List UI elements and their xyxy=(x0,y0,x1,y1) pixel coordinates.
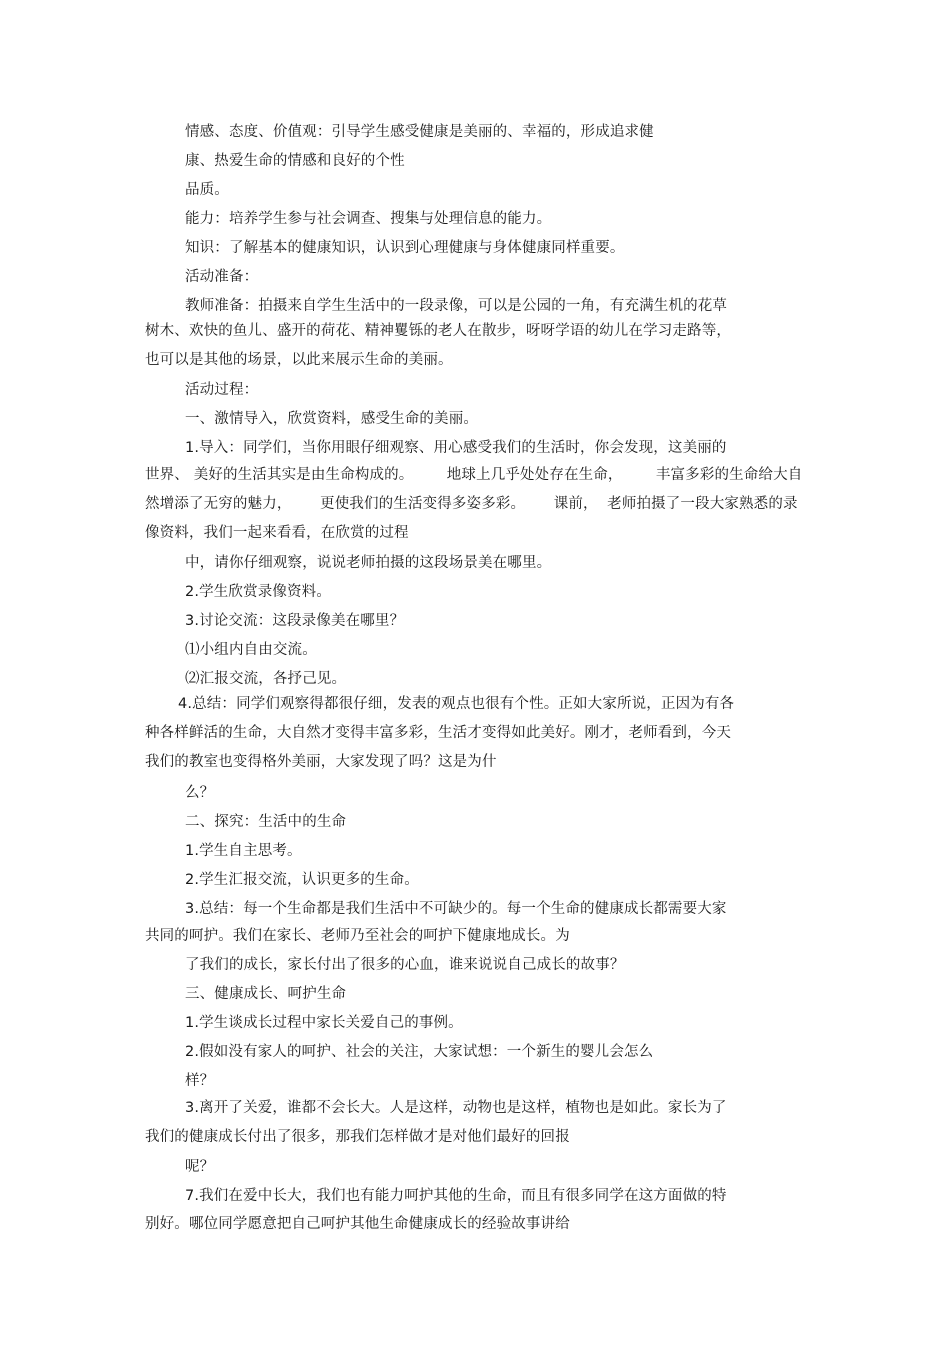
text-line: 我们的教室也变得格外美丽，大家发现了吗？这是为什 xyxy=(145,754,497,770)
text-line: 像资料，我们一起来看看，在欣赏的过程 xyxy=(145,525,409,541)
text-line: 2.学生汇报交流，认识更多的生命。 xyxy=(185,872,419,888)
text-line: ⑴小组内自由交流。 xyxy=(185,642,317,658)
text-line: 共同的呵护。我们在家长、老师乃至社会的呵护下健康地成长。为 xyxy=(145,928,570,944)
text-line: 康、热爱生命的情感和良好的个性 xyxy=(185,153,405,169)
text-line: 三、健康成长、呵护生命 xyxy=(185,986,347,1002)
text-line: 中，请你仔细观察，说说老师拍摄的这段场景美在哪里。 xyxy=(185,555,552,571)
text-line: 品质。 xyxy=(185,182,229,198)
text-line: 能力：培养学生参与社会调查、搜集与处理信息的能力。 xyxy=(185,211,552,227)
text-line: 3.讨论交流：这段录像美在哪里？ xyxy=(185,613,405,629)
text-line: 4.总结：同学们观察得都很仔细，发表的观点也很有个性。正如大家所说，正因为有各 xyxy=(178,696,735,712)
text-line: 呢？ xyxy=(185,1159,215,1175)
text-line: 知识：了解基本的健康知识，认识到心理健康与身体健康同样重要。 xyxy=(185,240,625,256)
text-line: 活动准备： xyxy=(185,269,259,285)
text-line: 1.导入：同学们，当你用眼仔细观察、用心感受我们的生活时，你会发现，这美丽的 xyxy=(185,440,727,456)
text-line: 树木、欢快的鱼儿、盛开的荷花、精神矍铄的老人在散步，呀呀学语的幼儿在学习走路等， xyxy=(145,323,731,339)
text-line: 了我们的成长，家长付出了很多的心血，谁来说说自己成长的故事？ xyxy=(185,957,625,973)
text-line: ⑵汇报交流，各抒己见。 xyxy=(185,671,347,687)
text-line: 情感、态度、价值观：引导学生感受健康是美丽的、幸福的，形成追求健 xyxy=(185,124,654,140)
text-line: 3.总结：每一个生命都是我们生活中不可缺少的。每一个生命的健康成长都需要大家 xyxy=(185,901,727,917)
text-line: 2.学生欣赏录像资料。 xyxy=(185,584,331,600)
text-line: 2.假如没有家人的呵护、社会的关注，大家试想：一个新生的婴儿会怎么 xyxy=(185,1044,654,1060)
text-line: 种各样鲜活的生命，大自然才变得丰富多彩，生活才变得如此美好。刚才，老师看到，今天 xyxy=(145,725,731,741)
text-line: 然增添了无穷的魅力， 更使我们的生活变得多姿多彩。 课前， 老师拍摄了一段大家熟悉的录 xyxy=(145,496,798,512)
text-line: 1.学生谈成长过程中家长关爱自己的事例。 xyxy=(185,1015,463,1031)
text-line: 别好。哪位同学愿意把自己呵护其他生命健康成长的经验故事讲给 xyxy=(145,1216,570,1232)
text-line: 活动过程： xyxy=(185,382,259,398)
text-line: 世界、 美好的生活其实是由生命构成的。 地球上几乎处处存在生命， 丰富多彩的生命给大自 xyxy=(145,467,803,483)
text-line: 一、激情导入，欣赏资料，感受生命的美丽。 xyxy=(185,411,478,427)
text-line: 二、探究：生活中的生命 xyxy=(185,814,347,830)
text-line: 3.离开了关爱，谁都不会长大。人是这样，动物也是这样，植物也是如此。家长为了 xyxy=(185,1100,727,1116)
text-line: 样？ xyxy=(185,1073,215,1089)
text-line: 7.我们在爱中长大，我们也有能力呵护其他的生命，而且有很多同学在这方面做的特 xyxy=(185,1188,727,1204)
text-line: 我们的健康成长付出了很多，那我们怎样做才是对他们最好的回报 xyxy=(145,1129,570,1145)
text-line: 么？ xyxy=(185,785,215,801)
text-line: 也可以是其他的场景，以此来展示生命的美丽。 xyxy=(145,352,453,368)
text-line: 1.学生自主思考。 xyxy=(185,843,302,859)
text-line: 教师准备：拍摄来自学生生活中的一段录像，可以是公园的一角，有充满生机的花草 xyxy=(185,298,728,314)
